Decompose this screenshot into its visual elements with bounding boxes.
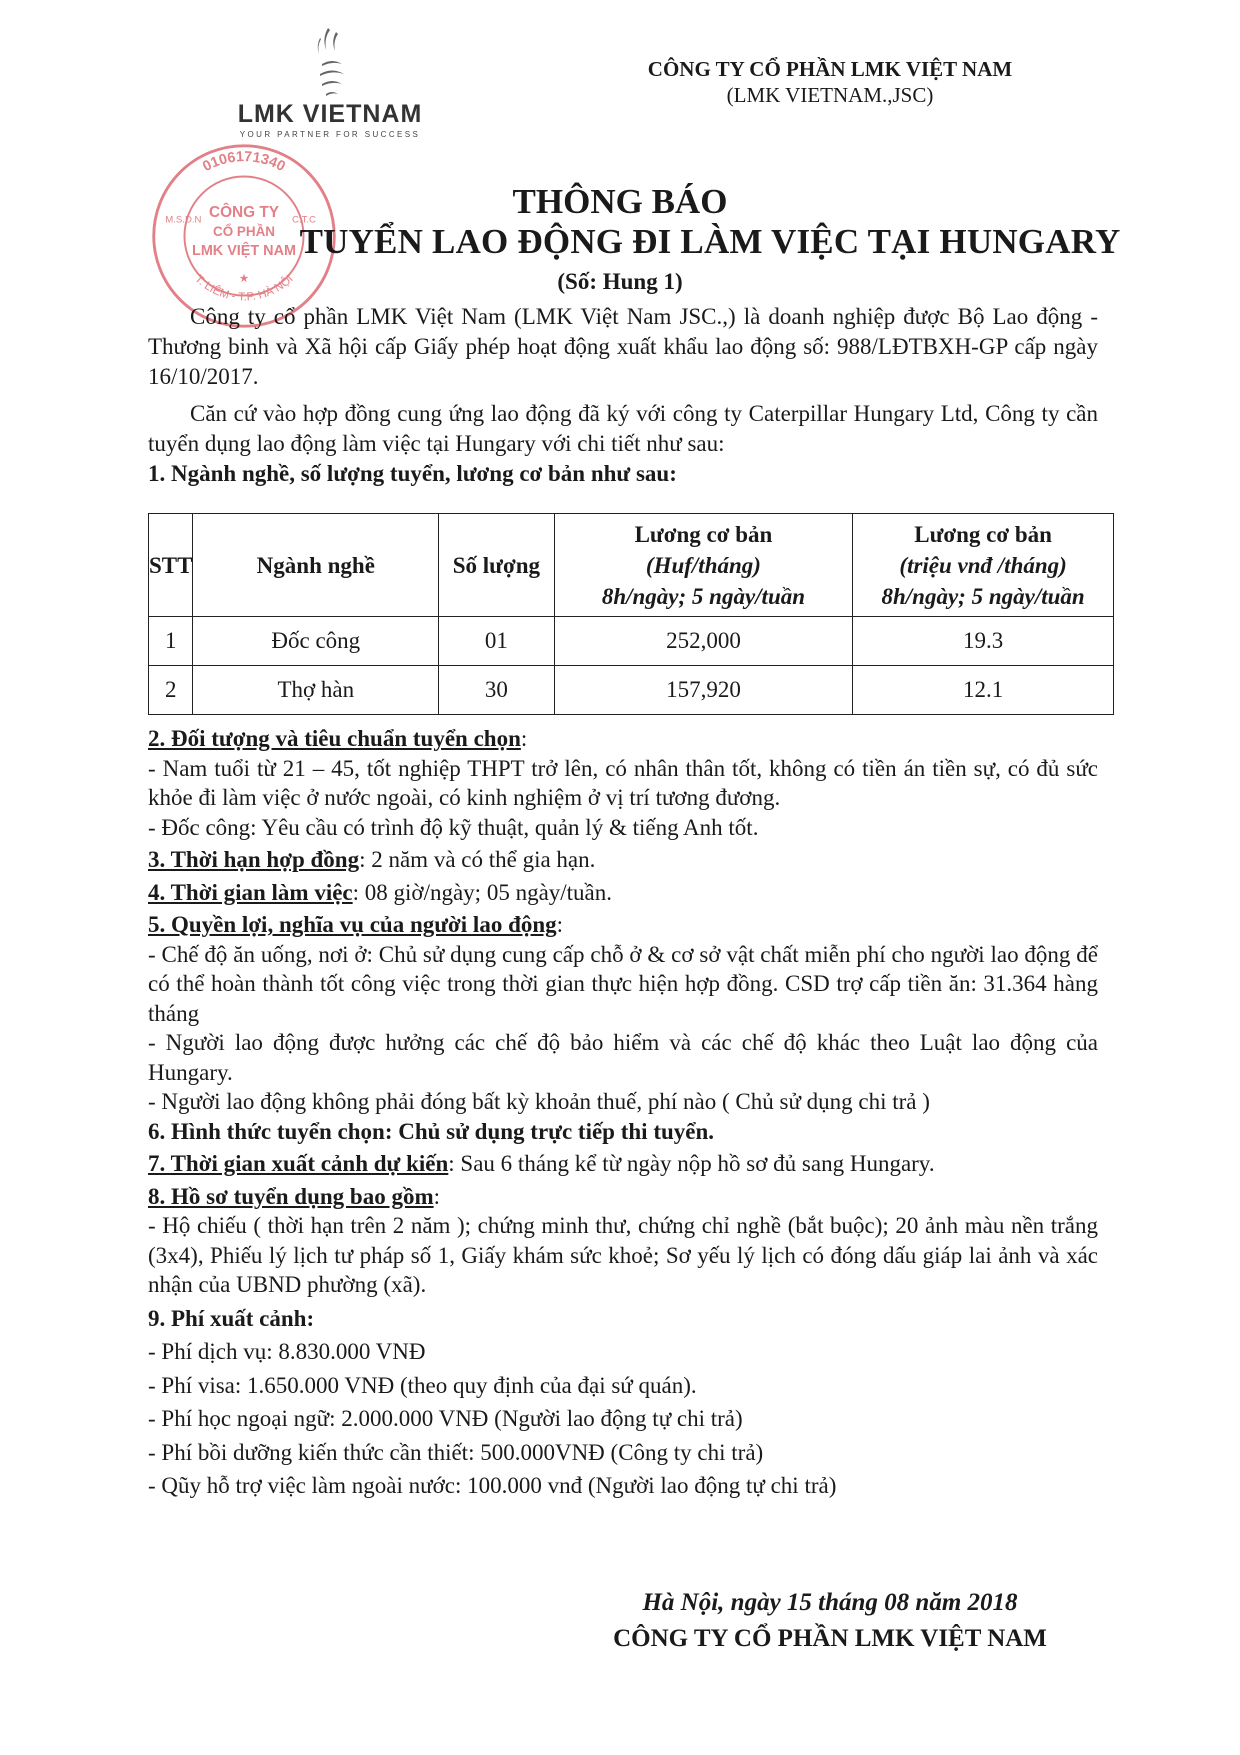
intro-paragraph-1: Công ty cổ phần LMK Việt Nam (LMK Việt Nam JSC.,) là doanh nghiệp được Bộ Lao động - Thương binh và Xã hội cấp Giấy phép hoạt động xuất khẩu lao động số: 988/LĐTBXH-GP cấp ngày 16/10/2017. (148, 304, 1098, 389)
stamp-star-icon: ★ (238, 273, 250, 286)
header-salary-vnd (853, 514, 1114, 617)
company-header (620, 56, 1040, 108)
stamp-ring-right: C.T.C (292, 214, 316, 226)
company-name-en: (LMK VIETNAM.,JSC) (726, 83, 934, 107)
fee-item: - Phí học ngoại ngữ: 2.000.000 VNĐ (Người lao động tự chi trả) (148, 1406, 743, 1431)
section-4-heading: 4. Thời gian làm việc (148, 879, 353, 905)
fee-item: - Phí visa: 1.650.000 VNĐ (theo quy định của đại sứ quán). (148, 1372, 697, 1398)
logo-mark-icon (200, 24, 460, 104)
section-2-heading: 2. Đối tượng và tiêu chuẩn tuyển chọn: (148, 726, 528, 751)
company-name: CÔNG TY CỔ PHẦN LMK VIỆT NAM (647, 57, 1013, 81)
section-5-heading: 5. Quyền lợi, nghĩa vụ của người lao động: (148, 912, 564, 937)
details-section (148, 724, 1098, 1501)
stamp-ring-left: M.S.D.N (165, 214, 202, 226)
fee-item: - Phí dịch vụ: 8.830.000 VNĐ (148, 1339, 426, 1364)
table-header-row (149, 514, 1114, 617)
stamp-ring-bottom: T. LIÊM - T.P. HÀ NỘI (192, 273, 296, 304)
header-vnd-line-2: (triệu vnđ /tháng) (899, 552, 1067, 578)
cell-huf: 157,920 (554, 666, 853, 715)
header-salary-huf (554, 514, 853, 617)
section-7-heading: 7. Thời gian xuất cảnh dự kiến (148, 1151, 449, 1176)
section-7 (148, 1149, 1098, 1179)
section-2-item-1: - Nam tuổi từ 21 – 45, tốt nghiệp THPT trở lên, có nhân thân tốt, không có tiền án tiền sự, có đủ sức khỏe đi làm việc ở nước ngoài, có kinh nghiệm ở vị trí tương đương. (148, 755, 1098, 810)
section-5-item-2: - Người lao động được hưởng các chế độ bảo hiểm và các chế độ khác theo Luật lao động của Hungary. (148, 1030, 1098, 1085)
section-8-heading: 8. Hồ sơ tuyển dụng bao gồm: (148, 1183, 440, 1209)
section-1-heading: 1. Ngành nghề, số lượng tuyển, lương cơ bản như sau: (148, 461, 677, 486)
cell-stt: 1 (149, 617, 193, 666)
logo-name: LMK VIETNAM (237, 100, 423, 128)
cell-vnd: 12.1 (853, 666, 1114, 715)
header-vnd-line-1: Lương cơ bản (914, 521, 1052, 547)
section-4-text: : 08 giờ/ngày; 05 ngày/tuần. (352, 879, 613, 905)
notice-number: (Số: Hung 1) (557, 269, 683, 294)
section-9-heading: 9. Phí xuất cảnh: (148, 1305, 315, 1331)
stamp-line-2: CỔ PHẦN (213, 224, 275, 239)
header-vnd-line-3: 8h/ngày; 5 ngày/tuần (881, 583, 1085, 609)
table-row (149, 617, 1114, 666)
section-6-heading: 6. Hình thức tuyển chọn: Chủ sử dụng trực tiếp thi tuyển. (148, 1118, 715, 1144)
cell-huf: 252,000 (554, 617, 853, 666)
signature-date: Hà Nội, ngày 15 tháng 08 năm 2018 (642, 1589, 1018, 1616)
svg-text:0106171340 (200, 149, 288, 175)
fee-item: - Phí bồi dưỡng kiến thức cần thiết: 500.000VNĐ (Công ty chi trả) (148, 1439, 764, 1465)
table-row (149, 666, 1114, 715)
section-5-item-3: - Người lao động không phải đóng bất kỳ khoản thuế, phí nào ( Chủ sử dụng chi trả ) (148, 1089, 930, 1114)
notice-title: THÔNG BÁO (512, 182, 728, 221)
signature-company: CÔNG TY CỔ PHẦN LMK VIỆT NAM (613, 1625, 1047, 1652)
cell-qty: 30 (439, 666, 555, 715)
cell-job: Đốc công (193, 617, 439, 666)
cell-job: Thợ hàn (193, 666, 439, 715)
fee-item: - Qũy hỗ trợ việc làm ngoài nước: 100.000 vnđ (Người lao động tự chi trả) (148, 1473, 837, 1498)
section-3-heading: 3. Thời hạn hợp đồng (148, 847, 360, 872)
section-2-item-2: - Đốc công: Yêu cầu có trình độ kỹ thuật, quản lý & tiếng Anh tốt. (148, 814, 759, 840)
stamp-line-3: LMK VIỆT NAM (192, 243, 296, 260)
job-table (148, 513, 1114, 715)
cell-qty: 01 (439, 617, 555, 666)
header-qty: Số lượng (439, 514, 555, 617)
notice-subtitle: TUYỂN LAO ĐỘNG ĐI LÀM VIỆC TẠI HUNGARY (299, 222, 1121, 261)
header-huf-line-3: 8h/ngày; 5 ngày/tuần (601, 583, 806, 609)
cell-stt: 2 (149, 666, 193, 715)
stamp-ring-top: 0106171340 (200, 149, 288, 176)
section-4 (148, 878, 1098, 908)
section-3-text: : 2 năm và có thể gia hạn. (359, 847, 596, 872)
header-job: Ngành nghề (193, 514, 439, 617)
section-5-item-1: - Chế độ ăn uống, nơi ở: Chủ sử dụng cung cấp chỗ ở & cơ sở vật chất miễn phí cho người lao động để có thể hoàn thành tốt công việc trong thời gian thực hiện hợp đồng. CSD trợ cấp tiền ăn: 31.364 hàng tháng (148, 941, 1098, 1026)
header-huf-line-2: (Huf/tháng) (645, 552, 761, 578)
intro-section (148, 302, 1098, 488)
header-huf-line-1: Lương cơ bản (634, 521, 773, 547)
cell-vnd: 19.3 (853, 617, 1114, 666)
section-8-item-1: - Hộ chiếu ( thời hạn trên 2 năm ); chứng minh thư, chứng chỉ nghề (bắt buộc); 20 ảnh màu nền trắng (3x4), Phiếu lý lịch tư pháp số 1, Giấy khám sức khoẻ; Sơ yếu lý lịch có đóng dấu giáp lai ảnh và xác nhận của UBND phường (xã). (148, 1213, 1098, 1297)
stamp-line-1: CÔNG TY (209, 203, 279, 221)
logo-tagline: YOUR PARTNER FOR SUCCESS (239, 130, 421, 139)
header-stt: STT (149, 514, 193, 617)
intro-paragraph-2: Căn cứ vào hợp đồng cung ứng lao động đã ký với công ty Caterpillar Hungary Ltd, Công ty cần tuyển dụng lao động làm việc tại Hungary với chi tiết như sau: (148, 401, 1098, 456)
company-logo (200, 24, 460, 139)
section-7-text: : Sau 6 tháng kể từ ngày nộp hồ sơ đủ sang Hungary. (448, 1151, 935, 1176)
section-3 (148, 845, 1098, 875)
